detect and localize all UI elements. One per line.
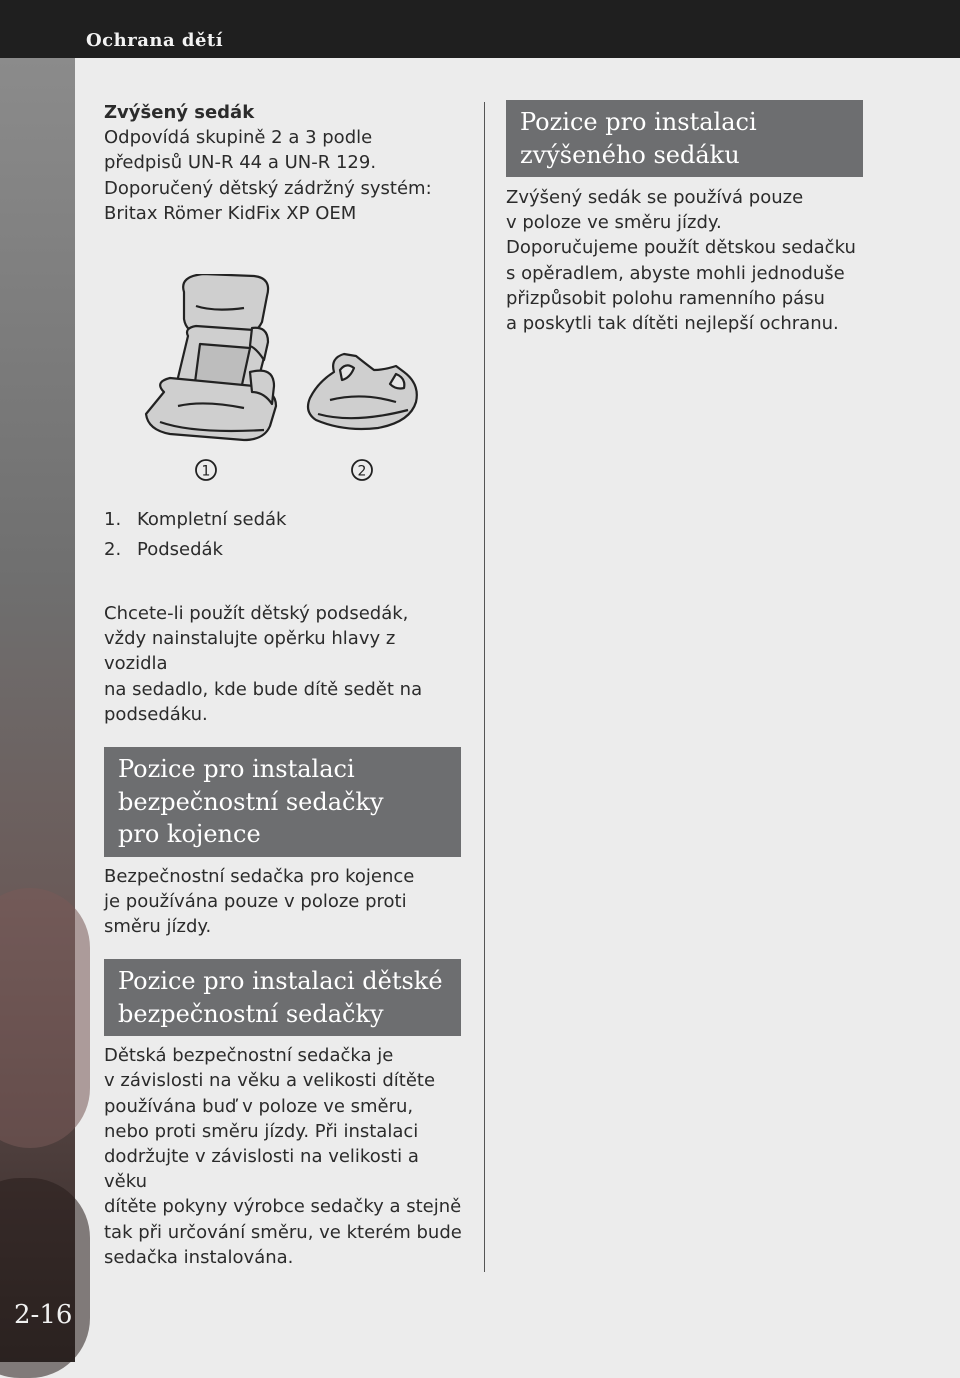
list-item — [104, 505, 464, 535]
heading-line: Pozice pro instalaci — [118, 755, 355, 784]
booster-note — [104, 601, 464, 727]
seat-drawing — [104, 274, 461, 489]
seat-photo-shade — [0, 1178, 90, 1378]
list-item-label: Podsedák — [137, 539, 223, 561]
heading-line: bezpečnostní sedačky — [118, 999, 384, 1028]
booster-block — [104, 100, 464, 226]
section-heading-infant — [104, 747, 461, 857]
booster-seat-illustration — [104, 274, 461, 489]
page-header — [0, 0, 960, 58]
side-photo-strip — [0, 58, 75, 1362]
list-item-number: 2. — [104, 539, 122, 561]
section-heading-child — [104, 959, 461, 1036]
body-line: Doporučujeme použít dětskou sedačku — [506, 237, 856, 259]
body-line: dodržujte v závislosti na velikosti a věku — [104, 1145, 419, 1193]
heading-line: bezpečnostní sedačky — [118, 787, 384, 816]
section-heading-booster — [506, 100, 863, 177]
heading-line: Pozice pro instalaci dětské — [118, 967, 443, 996]
body-line: s opěradlem, abyste mohli jednoduše — [506, 262, 845, 284]
marker-1-label: 1 — [201, 463, 211, 480]
body-line: sedačka instalována. — [104, 1246, 294, 1268]
note-line: podsedáku. — [104, 703, 208, 725]
note-line: na sedadlo, kde bude dítě sedět na — [104, 678, 423, 700]
booster-title: Zvýšený sedák — [104, 102, 255, 123]
body-line: používána buď v poloze ve směru, — [104, 1095, 414, 1117]
body-line: Dětská bezpečnostní sedačka je — [104, 1045, 394, 1067]
infant-section-body — [104, 864, 464, 940]
full-booster-seat-icon — [146, 274, 276, 440]
note-line: vždy nainstalujte opěrku hlavy z vozidla — [104, 628, 396, 675]
body-line: tak při určování směru, ve kterém bude — [104, 1221, 462, 1243]
list-item-number: 1. — [104, 509, 122, 531]
heading-line: Pozice pro instalaci — [520, 108, 757, 136]
right-column — [506, 100, 866, 336]
booster-section-body — [506, 185, 866, 336]
column-divider — [484, 102, 485, 1272]
body-line: v závislosti na věku a velikosti dítěte — [104, 1070, 436, 1092]
seat-photo-shade — [0, 888, 90, 1148]
note-line: Chcete-li použít dětský podsedák, — [104, 603, 409, 625]
body-line: Bezpečnostní sedačka pro kojence — [104, 865, 415, 887]
list-item-label: Kompletní sedák — [137, 509, 287, 531]
booster-line: Odpovídá skupině 2 a 3 podle — [104, 127, 373, 149]
body-line: nebo proti směru jízdy. Při instalaci — [104, 1120, 419, 1142]
body-line: v poloze ve směru jízdy. — [506, 212, 722, 234]
booster-line: Doporučený dětský zádržný systém: — [104, 177, 432, 199]
heading-line: zvýšeného sedáku — [520, 140, 740, 169]
body-line: přizpůsobit polohu ramenního pásu — [506, 287, 825, 309]
booster-line: Britax Römer KidFix XP OEM — [104, 202, 357, 224]
body-line: je používána pouze v poloze proti — [104, 890, 407, 912]
figure-legend-list — [104, 505, 464, 565]
heading-line: pro kojence — [118, 820, 261, 849]
child-section-body — [104, 1043, 464, 1270]
marker-2-label: 2 — [357, 463, 367, 480]
page-number: 2-16 — [14, 1300, 73, 1330]
body-line: a poskytli tak dítěti nejlepší ochranu. — [506, 313, 839, 335]
header-title: Ochrana dětí — [86, 30, 224, 51]
body-line: směru jízdy. — [104, 915, 212, 937]
body-line: dítěte pokyny výrobce sedačky a stejně — [104, 1196, 462, 1218]
booster-line: předpisů UN-R 44 a UN-R 129. — [104, 152, 377, 174]
booster-cushion-icon — [308, 354, 417, 429]
list-item — [104, 535, 464, 565]
body-line: Zvýšený sedák se používá pouze — [506, 187, 804, 208]
left-column — [104, 100, 464, 1270]
